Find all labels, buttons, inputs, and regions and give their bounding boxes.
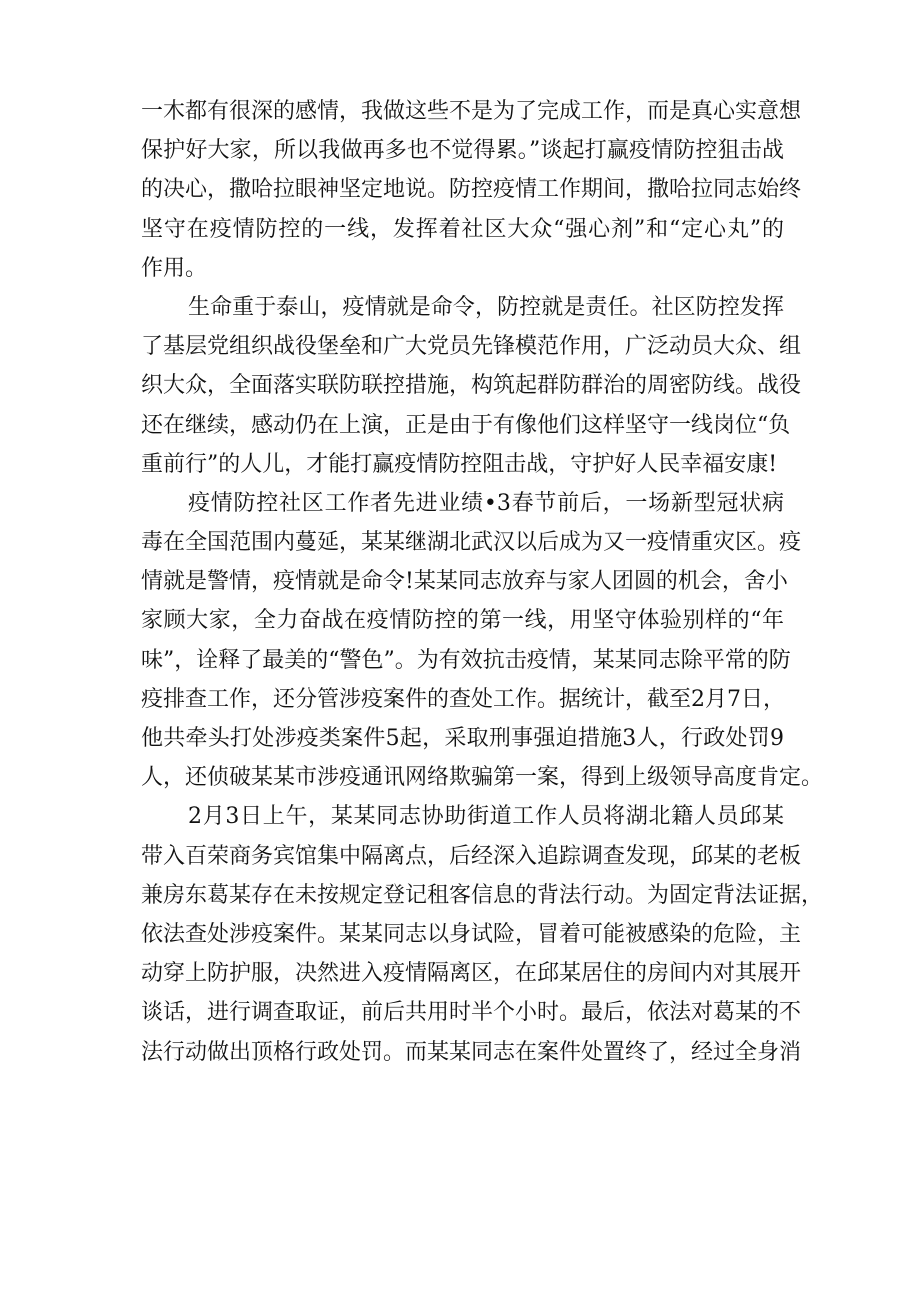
text-line: 家顾大家，全力奋战在疫情防控的第一线，用坚守体验别样的“年 xyxy=(141,608,784,634)
text-line: 疫排查工作，还分管涉疫案件的查处工作。据统计，截至2月7日， xyxy=(141,686,785,712)
text-line: 带入百荣商务宾馆集中隔离点，后经深入追踪调查发现，邱某的老板 xyxy=(141,843,802,869)
text-line: 了基层党组织战役堡垒和广大党员先锋模范作用，广泛动员大众、组 xyxy=(141,334,802,360)
text-line: 法行动做出顶格行政处罚。而某某同志在案件处置终了，经过全身消 xyxy=(141,1039,802,1065)
text-line: 2月3日上午，某某同志协助街道工作人员将湖北籍人员邱某 xyxy=(188,804,784,830)
text-line: 兼房东葛某存在未按规定登记租客信息的背法行动。为固定背法证据， xyxy=(141,882,824,908)
text-line: 重前行”的人儿，才能打赢疫情防控阻击战，守护好人民幸福安康! xyxy=(141,451,778,477)
text-line: 的决心，撒哈拉眼神坚定地说。防控疫情工作期间，撒哈拉同志始终 xyxy=(141,177,802,203)
text-line: 保护好大家，所以我做再多也不觉得累。”谈起打赢疫情防控狙击战 xyxy=(141,138,784,164)
text-line: 依法查处涉疫案件。某某同志以身试险，冒着可能被感染的危险，主 xyxy=(141,921,802,947)
text-line: 毒在全国范围内蔓延，某某继湖北武汉以后成为又一疫情重灾区。疫 xyxy=(141,530,802,556)
text-line: 坚守在疫情防控的一线，发挥着社区大众“强心剂”和“定心丸”的 xyxy=(141,216,784,242)
text-line: 作用。 xyxy=(141,255,208,281)
text-line: 一木都有很深的感情，我做这些不是为了完成工作，而是真心实意想 xyxy=(141,99,802,124)
text-line: 还在继续，感动仍在上演，正是由于有像他们这样坚守一线岗位“负 xyxy=(141,412,791,438)
text-line: 情就是警情，疫情就是命令!某某同志放弃与家人团圆的机会，舍小 xyxy=(141,569,788,595)
text-line: 疫情防控社区工作者先进业绩•3春节前后，一场新型冠状病 xyxy=(188,490,784,516)
text-line: 他共牵头打处涉疫类案件5起，采取刑事强迫措施3人，行政处罚9 xyxy=(141,726,784,751)
text-line: 谈话，进行调查取证，前后共用时半个小时。最后，依法对葛某的不 xyxy=(141,1000,802,1026)
text-line: 织大众，全面落实联防联控措施，构筑起群防群治的周密防线。战役 xyxy=(141,373,802,399)
paragraph xyxy=(141,484,824,798)
text-line: 人，还侦破某某市涉疫通讯网络欺骗第一案，得到上级领导高度肯定。 xyxy=(141,765,824,791)
paragraph xyxy=(141,797,824,1071)
paragraph xyxy=(141,92,802,288)
text-line: 动穿上防护服，决然进入疫情隔离区，在邱某居住的房间内对其展开 xyxy=(141,961,802,987)
paragraph xyxy=(141,288,802,484)
text-line: 生命重于泰山，疫情就是命令，防控就是责任。社区防控发挥 xyxy=(188,294,784,320)
text-line: 味”，诠释了最美的“警色”。为有效抗击疫情，某某同志除平常的防 xyxy=(141,647,791,673)
body-text xyxy=(141,92,824,1072)
